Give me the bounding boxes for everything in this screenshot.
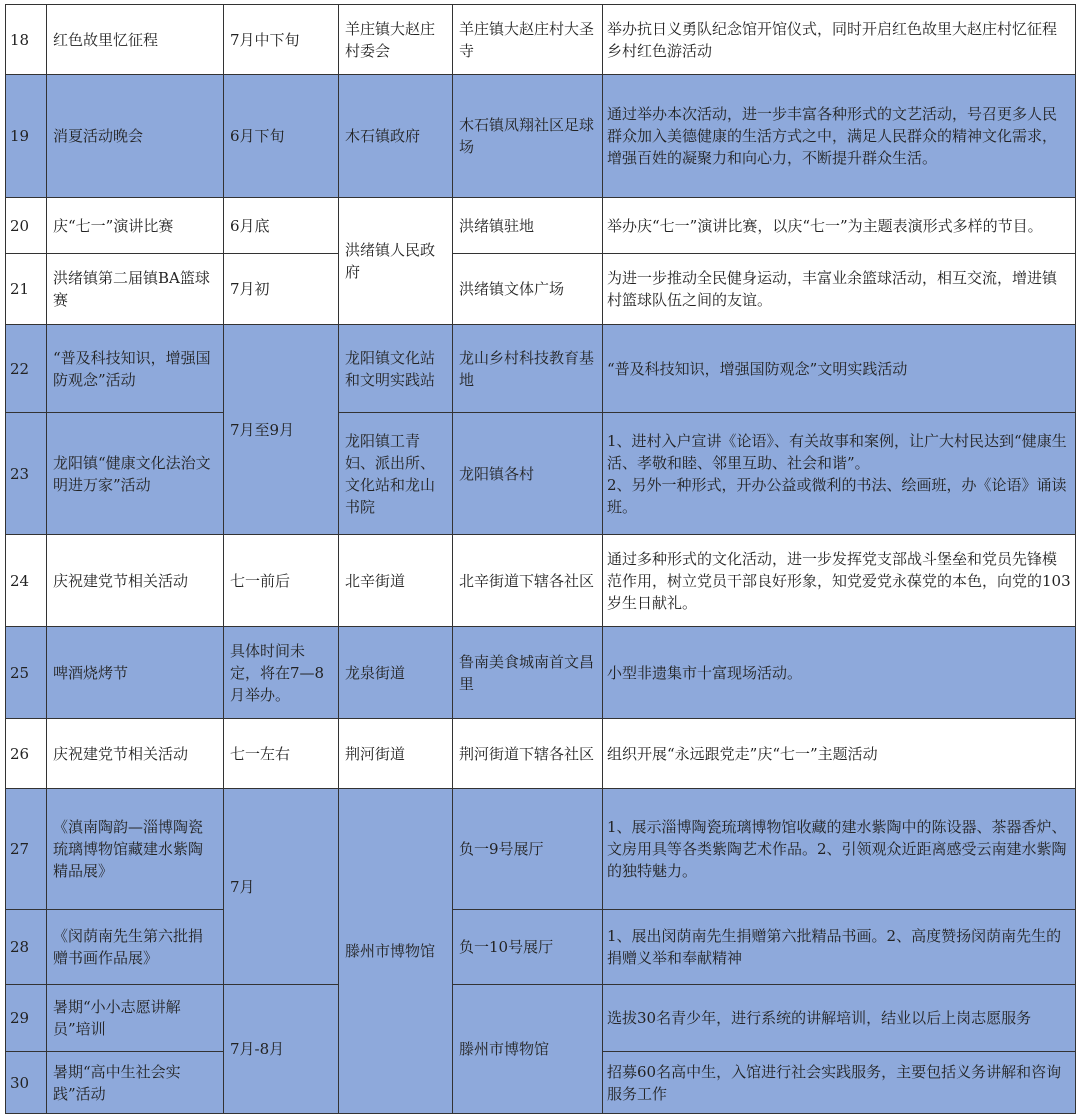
table-row — [6, 719, 1076, 789]
table-row — [6, 535, 1076, 627]
table-row — [6, 413, 1076, 535]
activity-name: 《闵荫南先生第六批捐赠书画作品展》 — [47, 910, 224, 985]
activity-name: “普及科技知识，增强国防观念”活动 — [47, 325, 224, 413]
organizer: 木石镇政府 — [339, 75, 453, 198]
activity-name: 洪绪镇第二届镇BA篮球赛 — [47, 254, 224, 325]
activity-time: 具体时间未定，将在7—8月举办。 — [224, 627, 339, 719]
venue: 荆河街道下辖各社区 — [453, 719, 603, 789]
row-number: 22 — [6, 325, 47, 413]
activity-description: 举办抗日义勇队纪念馆开馆仪式，同时开启红色故里大赵庄村忆征程乡村红色游活动 — [603, 5, 1076, 75]
venue: 滕州市博物馆 — [453, 985, 603, 1114]
activity-name: 红色故里忆征程 — [47, 5, 224, 75]
venue: 龙阳镇各村 — [453, 413, 603, 535]
organizer: 龙泉街道 — [339, 627, 453, 719]
activity-description: 为进一步推动全民健身运动，丰富业余篮球活动，相互交流，增进镇村篮球队伍之间的友谊。 — [603, 254, 1076, 325]
venue: 羊庄镇大赵庄村大圣寺 — [453, 5, 603, 75]
organizer: 滕州市博物馆 — [339, 789, 453, 1114]
row-number: 27 — [6, 789, 47, 910]
activity-description: 1、展示淄博陶瓷琉璃博物馆收藏的建水紫陶中的陈设器、茶器香炉、文房用具等各类紫陶艺术作品。2、引领观众近距离感受云南建水紫陶的独特魅力。 — [603, 789, 1076, 910]
activity-description — [603, 413, 1076, 535]
table-row — [6, 985, 1076, 1052]
activity-name: 消夏活动晚会 — [47, 75, 224, 198]
activity-name: 龙阳镇“健康文化法治文明进万家”活动 — [47, 413, 224, 535]
activity-table — [5, 4, 1076, 1114]
organizer: 龙阳镇工青妇、派出所、文化站和龙山书院 — [339, 413, 453, 535]
table-row — [6, 325, 1076, 413]
activity-description: 通过举办本次活动，进一步丰富各种形式的文艺活动，号召更多人民群众加入美德健康的生活方式之中，满足人民群众的精神文化需求，增强百姓的凝聚力和向心力，不断提升群众生活。 — [603, 75, 1076, 198]
activity-description: 1、展出闵荫南先生捐赠第六批精品书画。2、高度赞扬闵荫南先生的捐赠义举和奉献精神 — [603, 910, 1076, 985]
activity-description: 举办庆“七一”演讲比赛，以庆“七一”为主题表演形式多样的节目。 — [603, 198, 1076, 254]
activity-name: 庆祝建党节相关活动 — [47, 535, 224, 627]
activity-description: “普及科技知识，增强国防观念”文明实践活动 — [603, 325, 1076, 413]
activity-description: 组织开展“永远跟党走”庆“七一”主题活动 — [603, 719, 1076, 789]
table-row — [6, 254, 1076, 325]
venue: 龙山乡村科技教育基地 — [453, 325, 603, 413]
activity-name: 《滇南陶韵—淄博陶瓷琉璃博物馆藏建水紫陶精品展》 — [47, 789, 224, 910]
activity-time: 7月-8月 — [224, 985, 339, 1114]
description-line-2: 2、另外一种形式，开办公益或微利的书法、绘画班，办《论语》诵读班。 — [607, 475, 1067, 516]
activity-time: 6月底 — [224, 198, 339, 254]
table-row — [6, 627, 1076, 719]
table-row — [6, 75, 1076, 198]
venue: 负一9号展厅 — [453, 789, 603, 910]
activity-time: 七一前后 — [224, 535, 339, 627]
activity-description: 招募60名高中生，入馆进行社会实践服务，主要包括义务讲解和咨询服务工作 — [603, 1052, 1076, 1114]
table-row — [6, 5, 1076, 75]
activity-time: 7月初 — [224, 254, 339, 325]
row-number: 28 — [6, 910, 47, 985]
activity-name: 庆“七一”演讲比赛 — [47, 198, 224, 254]
row-number: 25 — [6, 627, 47, 719]
activity-description: 通过多种形式的文化活动，进一步发挥党支部战斗堡垒和党员先锋模范作用，树立党员干部良好形象，知党爱党永葆党的本色，向党的103岁生日献礼。 — [603, 535, 1076, 627]
row-number: 30 — [6, 1052, 47, 1114]
row-number: 21 — [6, 254, 47, 325]
venue: 鲁南美食城南首文昌里 — [453, 627, 603, 719]
organizer: 洪绪镇人民政府 — [339, 198, 453, 325]
table-row — [6, 789, 1076, 910]
activity-time: 七一左右 — [224, 719, 339, 789]
activity-description: 选拔30名青少年，进行系统的讲解培训，结业以后上岗志愿服务 — [603, 985, 1076, 1052]
organizer: 北辛街道 — [339, 535, 453, 627]
venue: 北辛街道下辖各社区 — [453, 535, 603, 627]
table-row — [6, 198, 1076, 254]
row-number: 18 — [6, 5, 47, 75]
activity-name: 啤酒烧烤节 — [47, 627, 224, 719]
venue: 负一10号展厅 — [453, 910, 603, 985]
activity-time: 6月下旬 — [224, 75, 339, 198]
activity-time: 7月至9月 — [224, 325, 339, 535]
organizer: 羊庄镇大赵庄村委会 — [339, 5, 453, 75]
description-line-1: 1、进村入户宣讲《论语》、有关故事和案例，让广大村民达到“健康生活、孝敬和睦、邻里互助、社会和谐”。 — [607, 431, 1067, 472]
venue: 洪绪镇文体广场 — [453, 254, 603, 325]
organizer: 荆河街道 — [339, 719, 453, 789]
activity-name: 庆祝建党节相关活动 — [47, 719, 224, 789]
row-number: 26 — [6, 719, 47, 789]
row-number: 29 — [6, 985, 47, 1052]
row-number: 19 — [6, 75, 47, 198]
activity-name: 暑期“小小志愿讲解员”培训 — [47, 985, 224, 1052]
activity-time: 7月中下旬 — [224, 5, 339, 75]
organizer: 龙阳镇文化站和文明实践站 — [339, 325, 453, 413]
activity-time: 7月 — [224, 789, 339, 985]
row-number: 23 — [6, 413, 47, 535]
row-number: 24 — [6, 535, 47, 627]
venue: 洪绪镇驻地 — [453, 198, 603, 254]
row-number: 20 — [6, 198, 47, 254]
venue: 木石镇凤翔社区足球场 — [453, 75, 603, 198]
activity-description: 小型非遗集市十富现场活动。 — [603, 627, 1076, 719]
table-row — [6, 910, 1076, 985]
activity-name: 暑期“高中生社会实践”活动 — [47, 1052, 224, 1114]
